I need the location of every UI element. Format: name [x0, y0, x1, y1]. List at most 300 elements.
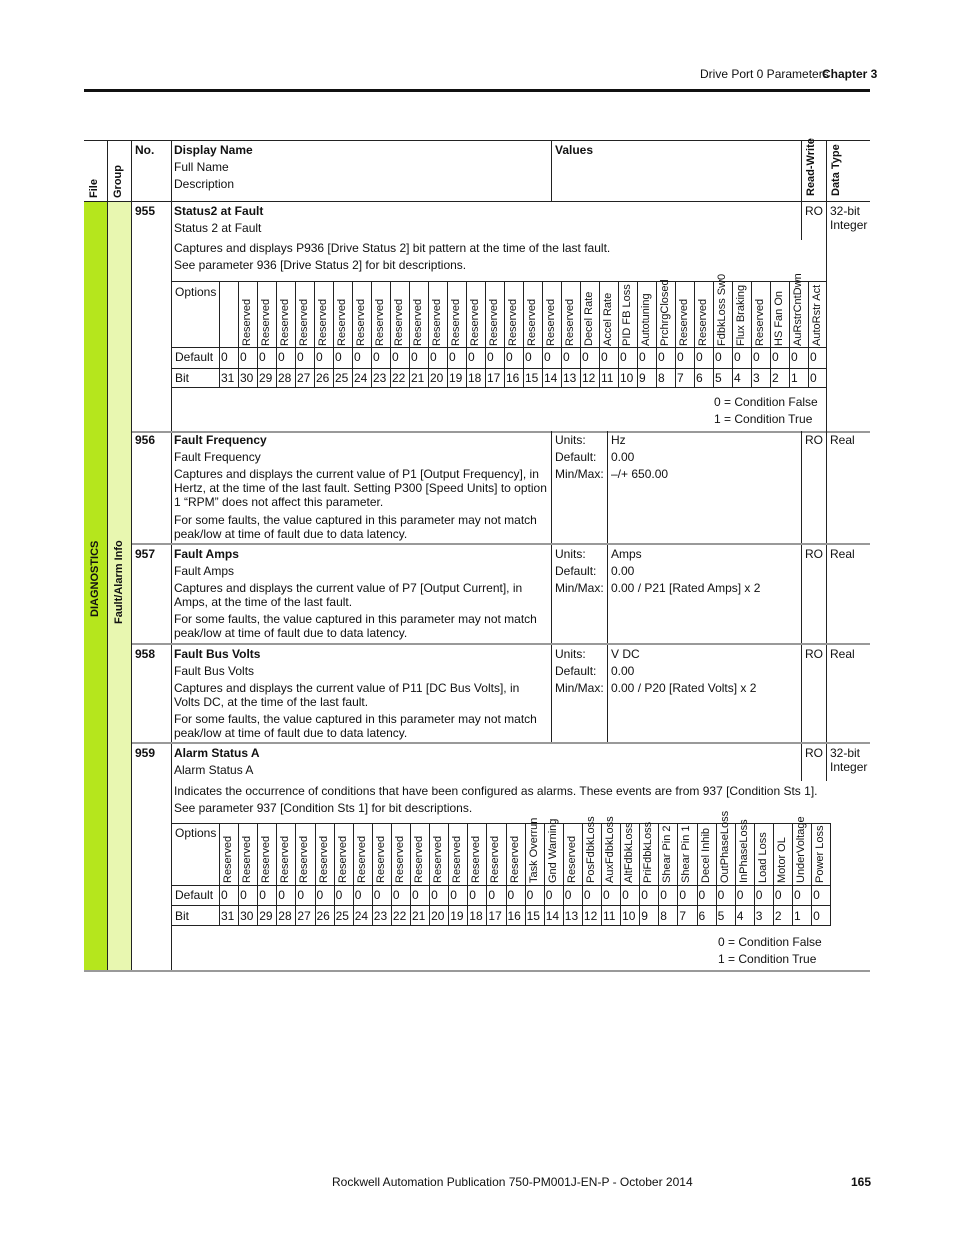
bit-divider [333, 281, 334, 388]
param-rw: RO [805, 547, 823, 561]
default-value: 0.00 [611, 564, 635, 578]
bit-option-label: FdbkLoss Sw0 [716, 273, 728, 346]
bit-divider [428, 281, 429, 388]
bit-default-value: 0 [392, 888, 400, 902]
bit-divider [675, 281, 676, 388]
bit-default-value: 0 [603, 888, 610, 902]
bit-number: 10 [620, 371, 634, 385]
bit-divider [656, 281, 657, 388]
bit-default-value: 0 [639, 350, 646, 364]
default-label: Default [175, 350, 214, 364]
bit-number: 15 [525, 371, 539, 385]
bit-default-value: 0 [354, 888, 362, 902]
param-description: Captures and displays the current value of P1 [Output Frequency], in Hertz, at the time of the last fault. Setting P300 [Speed Units] to option 1 “RPM” does not affect this parameter. [174, 467, 547, 509]
bit-divider [447, 281, 448, 388]
bit-option-label: AuxFdbkLoss [604, 816, 616, 883]
bit-number: 11 [603, 909, 616, 923]
bit-default-value: 0 [583, 888, 591, 902]
bit-default-value: 0 [563, 350, 570, 364]
bit-option-label: Gnd Warning [546, 818, 559, 883]
bit-option-label: Accel Rate [602, 292, 614, 346]
param-no: 956 [135, 433, 156, 447]
bit-number: 14 [545, 909, 560, 923]
bit-divider [735, 823, 736, 926]
bit-number: 14 [544, 371, 558, 385]
bit-number: 11 [601, 371, 614, 385]
bit-divider [390, 281, 391, 388]
param-display-name: Fault Frequency [174, 433, 267, 447]
bit-option-label: Reserved [260, 835, 273, 883]
default-label: Default: [555, 450, 597, 464]
bit-option-label: Reserved [469, 298, 481, 346]
bit-default-value: 0 [506, 350, 513, 364]
bit-number: 0 [813, 909, 820, 923]
bit-option-label: Reserved [355, 298, 367, 346]
col-description: Description [174, 177, 235, 191]
file-label: DIAGNOSTICS [89, 540, 101, 617]
bit-label: Bit [175, 909, 190, 923]
bit-divider [486, 823, 487, 926]
bit-default-value: 0 [774, 888, 782, 902]
param-display-name: Fault Bus Volts [174, 647, 261, 661]
section-title: Drive Port 0 Parameters [700, 67, 829, 81]
bit-divider [637, 281, 638, 388]
minmax-label: Min/Max: [555, 681, 604, 695]
bit-default-value: 0 [810, 350, 817, 364]
default-label: Default: [555, 664, 597, 678]
bit-option-label: Reserved [507, 298, 519, 346]
bit-number: 6 [698, 909, 706, 923]
param-full-name: Fault Amps [174, 564, 235, 578]
group-label: Fault/Alarm Info [113, 540, 125, 624]
bit-option-label: Reserved [545, 298, 557, 346]
bit-divider [599, 281, 600, 388]
bit-default-value: 0 [431, 888, 438, 902]
bit-option-label: Reserved [317, 298, 329, 346]
bit-option-label: Decel Rate [583, 291, 595, 346]
bit-default-value: 0 [430, 350, 437, 364]
col-group: Group [112, 165, 124, 198]
param-rw: RO [805, 433, 823, 447]
bit-divider [770, 281, 771, 388]
bit-divider [467, 823, 468, 926]
bit-default-value: 0 [412, 888, 419, 902]
legend-false: 0 = Condition False [718, 935, 822, 949]
param-display-name: Status2 at Fault [174, 204, 264, 218]
bit-number: 18 [469, 909, 483, 923]
col-file: File [88, 179, 100, 198]
bit-default-value: 0 [679, 888, 687, 902]
bit-divider [582, 823, 583, 926]
units-value: V DC [611, 647, 640, 661]
bit-option-label: AutoRstr Act [811, 284, 823, 346]
bit-default-value: 0 [813, 888, 820, 902]
bit-number: 4 [736, 909, 744, 923]
bit-default-value: 0 [449, 350, 456, 364]
bit-option-label: Reserved [754, 298, 766, 346]
bit-default-value: 0 [297, 888, 305, 902]
bit-default-value: 0 [582, 350, 589, 364]
bit-divider [485, 281, 486, 388]
bit-option-label: AuRstrCntDwn [792, 273, 804, 346]
bit-default-value: 0 [488, 888, 496, 902]
bit-number: 30 [240, 909, 254, 923]
bit-number: 1 [794, 909, 801, 923]
bit-default-value: 0 [622, 888, 629, 902]
bit-divider [789, 281, 790, 388]
bit-divider [466, 281, 467, 388]
bit-option-label: Reserved [393, 835, 406, 883]
bit-default-value: 0 [696, 350, 703, 364]
units-value: Amps [611, 547, 642, 561]
bit-divider [561, 281, 562, 388]
param-full-name: Alarm Status A [174, 763, 254, 777]
bit-number: 19 [449, 371, 463, 385]
bit-number: 15 [526, 909, 540, 923]
bit-default-value: 0 [316, 350, 323, 364]
bit-label: Bit [175, 371, 190, 385]
bit-option-label: Reserved [678, 298, 690, 346]
chapter-label: Chapter 3 [822, 67, 878, 81]
bit-divider [525, 823, 526, 926]
bit-default-value: 0 [736, 888, 744, 902]
bit-option-label: OutPhaseLoss [718, 810, 731, 883]
bit-divider [429, 823, 430, 926]
bit-number: 26 [316, 909, 330, 923]
bit-option-label: Reserved [317, 835, 330, 883]
bit-number: 23 [373, 371, 387, 385]
bit-number: 30 [240, 371, 254, 385]
bit-option-label: UnderVoltage [795, 816, 807, 883]
bit-number: 29 [259, 371, 273, 385]
bit-number: 7 [677, 371, 684, 385]
header-rule [84, 89, 870, 92]
bit-option-label: Shear Pin 2 [661, 825, 674, 883]
bit-option-label: PrchrgClosed [659, 279, 671, 346]
bit-divider [808, 281, 809, 388]
bit-number: 20 [430, 371, 444, 385]
bit-number: 28 [278, 371, 292, 385]
bit-divider [352, 281, 353, 388]
bit-divider [620, 823, 621, 926]
bit-number: 2 [774, 909, 782, 923]
param-description: Captures and displays the current value of P11 [DC Bus Volts], in Volts DC, at the time of the last fault. [174, 681, 520, 709]
bit-divider [542, 281, 543, 388]
bit-divider [754, 823, 755, 926]
bit-divider [811, 823, 812, 926]
units-value: Hz [611, 433, 626, 447]
legend-true: 1 = Condition True [718, 952, 817, 966]
bit-default-value: 0 [468, 350, 475, 364]
bit-number: 12 [582, 371, 596, 385]
param-display-name: Alarm Status A [174, 746, 260, 760]
default-label: Default [175, 888, 214, 902]
bit-number: 24 [354, 909, 369, 923]
bit-number: 3 [755, 909, 763, 923]
bit-divider [523, 281, 524, 388]
param-description: For some faults, the value captured in this parameter may not match peak/low at time of fault due to data latency. [174, 712, 537, 740]
param-no: 959 [135, 746, 156, 760]
bit-divider [751, 281, 752, 388]
bit-option-label: Reserved [413, 835, 425, 883]
bit-number: 22 [392, 909, 407, 923]
bit-default-value: 0 [335, 350, 342, 364]
param-description: For some faults, the value captured in this parameter may not match peak/low at time of fault due to data latency. [174, 612, 537, 640]
bit-option-label: Reserved [697, 298, 709, 346]
bit-number: 21 [412, 909, 426, 923]
units-label: Units: [555, 547, 586, 561]
bit-divider [295, 823, 296, 926]
bit-divider [713, 281, 714, 388]
bit-divider [697, 823, 698, 926]
col-no: No. [135, 143, 155, 157]
bit-option-label: Autotuning [640, 293, 652, 346]
bit-option-label: Reserved [450, 298, 462, 346]
default-label: Default: [555, 564, 597, 578]
bit-number: 13 [563, 371, 577, 385]
bit-default-value: 0 [641, 888, 648, 902]
bit-number: 29 [259, 909, 273, 923]
bit-option-label: AltFdbkLoss [623, 822, 636, 883]
bit-divider [639, 823, 640, 926]
bit-option-label: Reserved [451, 835, 464, 883]
bit-number: 27 [297, 371, 311, 385]
bit-number: 1 [791, 371, 798, 385]
bit-number: 25 [335, 371, 349, 385]
bit-divider [409, 281, 410, 388]
bit-number: 16 [506, 371, 520, 385]
bit-option-label: Shear Pin 1 [680, 825, 693, 883]
bit-divider [372, 823, 373, 926]
bit-divider [391, 823, 392, 926]
bit-default-value: 0 [791, 350, 798, 364]
bit-number: 31 [221, 371, 235, 385]
bit-default-value: 0 [755, 888, 763, 902]
bit-option-label: Reserved [222, 835, 234, 883]
bit-divider [295, 281, 296, 388]
bit-default-value: 0 [450, 888, 457, 902]
bit-default-value: 0 [221, 350, 228, 364]
bit-number: 31 [221, 909, 235, 923]
bit-divider [716, 823, 717, 926]
bit-divider [677, 823, 678, 926]
param-description: See parameter 937 [Condition Sts 1] for bit descriptions. [174, 801, 473, 815]
bit-divider [334, 823, 335, 926]
bit-default-value: 0 [753, 350, 760, 364]
bit-divider [792, 823, 793, 926]
bit-number: 12 [583, 909, 598, 923]
bit-default-value: 0 [411, 350, 418, 364]
bit-divider [371, 281, 372, 388]
bit-option-label: Power Loss [814, 825, 827, 883]
bit-default-value: 0 [469, 888, 476, 902]
bit-default-value: 0 [545, 888, 553, 902]
param-rw: RO [805, 746, 823, 760]
bit-default-value: 0 [564, 888, 572, 902]
bit-number: 6 [696, 371, 703, 385]
param-full-name: Fault Bus Volts [174, 664, 255, 678]
param-description: Captures and displays P936 [Drive Status 2] bit pattern at the time of the last fault. [174, 241, 611, 255]
param-description: Indicates the occurrence of conditions that have been configured as alarms. These events are from 937 [Condition Sts 1]. [174, 784, 818, 798]
param-no: 958 [135, 647, 156, 661]
units-label: Units: [555, 647, 586, 661]
bit-number: 21 [411, 371, 425, 385]
bit-option-label: Reserved [564, 298, 576, 346]
bit-divider [238, 823, 239, 926]
bit-option-label: Reserved [279, 835, 292, 883]
bit-default-value: 0 [717, 888, 725, 902]
bit-number: 4 [734, 371, 741, 385]
bit-option-label: PosFdbkLoss [584, 816, 597, 883]
bit-default-value: 0 [373, 888, 381, 902]
units-label: Units: [555, 433, 586, 447]
bit-number: 23 [373, 909, 388, 923]
bit-option-label: Flux Braking [735, 284, 747, 346]
bit-divider [773, 823, 774, 926]
bit-default-value: 0 [221, 888, 228, 902]
bit-option-label: Reserved [355, 835, 368, 883]
bit-divider [694, 281, 695, 388]
bit-number: 2 [772, 371, 779, 385]
bit-divider [658, 823, 659, 926]
options-label: Options [175, 285, 217, 299]
bit-option-label: Reserved [241, 835, 254, 883]
param-rw: RO [805, 204, 823, 218]
bit-default-value: 0 [316, 888, 324, 902]
bit-default-value: 0 [259, 888, 266, 902]
bit-divider [580, 281, 581, 388]
bit-number: 5 [715, 371, 722, 385]
bit-default-value: 0 [601, 350, 608, 364]
bit-default-value: 0 [335, 888, 343, 902]
param-display-name: Fault Amps [174, 547, 239, 561]
bit-divider [544, 823, 545, 926]
bit-option-label: InPhaseLoss [737, 819, 750, 883]
bit-number: 20 [431, 909, 445, 923]
param-description: Captures and displays the current value of P7 [Output Current], in Amps, at the time of the last fault. [174, 581, 523, 609]
page-number: 165 [851, 1175, 872, 1189]
bit-option-label: Reserved [298, 835, 311, 883]
bit-default-value: 0 [373, 350, 380, 364]
bit-divider [219, 823, 220, 926]
bit-default-value: 0 [620, 350, 627, 364]
bit-option-label: Reserved [489, 835, 502, 883]
bit-divider [276, 823, 277, 926]
minmax-label: Min/Max: [555, 467, 604, 481]
bit-number: 17 [488, 909, 502, 923]
bit-option-label: Reserved [488, 298, 500, 346]
param-full-name: Fault Frequency [174, 450, 261, 464]
bit-default-value: 0 [525, 350, 532, 364]
col-display-name: Display Name [174, 143, 253, 157]
bit-default-value: 0 [660, 888, 667, 902]
bit-default-value: 0 [772, 350, 779, 364]
bit-option-label: Reserved [374, 298, 386, 346]
bit-number: 24 [354, 371, 368, 385]
bit-divider [504, 281, 505, 388]
bit-number: 9 [639, 371, 646, 385]
bit-option-label: Reserved [374, 835, 387, 883]
bit-divider [314, 281, 315, 388]
bit-option-label: Reserved [279, 298, 291, 346]
col-full-name: Full Name [174, 160, 229, 174]
bit-divider [732, 281, 733, 388]
bit-default-value: 0 [240, 350, 247, 364]
bit-default-value: 0 [354, 350, 361, 364]
bit-number: 5 [717, 909, 725, 923]
bit-divider [257, 823, 258, 926]
bit-number: 9 [641, 909, 648, 923]
bit-divider [448, 823, 449, 926]
bit-default-value: 0 [487, 350, 494, 364]
col-values: Values [555, 143, 594, 157]
bit-default-value: 0 [392, 350, 399, 364]
bit-number: 22 [392, 371, 406, 385]
bit-default-value: 0 [259, 350, 266, 364]
bit-default-value: 0 [544, 350, 551, 364]
bit-default-value: 0 [734, 350, 741, 364]
bit-default-value: 0 [297, 350, 304, 364]
bit-divider [353, 823, 354, 926]
bit-divider [276, 281, 277, 388]
bit-option-label: Reserved [526, 298, 538, 346]
bit-divider [238, 281, 239, 388]
bit-option-label: PID FB Loss [621, 284, 633, 346]
minmax-value: 0.00 / P21 [Rated Amps] x 2 [611, 581, 761, 595]
param-rw: RO [805, 647, 823, 661]
bit-option-label: Reserved [508, 835, 521, 883]
bit-default-value: 0 [658, 350, 665, 364]
bit-number: 0 [810, 371, 817, 385]
bit-option-label: Task Overrun [527, 817, 540, 883]
bit-option-label: Reserved [393, 298, 405, 346]
bit-divider [315, 823, 316, 926]
param-description: See parameter 936 [Drive Status 2] for bit descriptions. [174, 258, 467, 272]
bit-number: 3 [753, 371, 760, 385]
default-value: 0.00 [611, 450, 635, 464]
bit-default-value: 0 [526, 888, 534, 902]
bit-default-value: 0 [794, 888, 801, 902]
bit-option-label: Reserved [432, 835, 445, 883]
minmax-label: Min/Max: [555, 581, 604, 595]
bit-default-value: 0 [240, 888, 247, 902]
bit-number: 8 [660, 909, 667, 923]
bit-number: 10 [622, 909, 636, 923]
param-type: Real [830, 547, 855, 561]
bit-number: 13 [564, 909, 579, 923]
bit-divider [618, 281, 619, 388]
bit-default-value: 0 [698, 888, 706, 902]
bit-default-value: 0 [715, 350, 722, 364]
bit-number: 8 [658, 371, 665, 385]
bit-number: 27 [297, 909, 311, 923]
options-label: Options [175, 826, 217, 840]
bit-number: 17 [487, 371, 501, 385]
bit-option-label: Load Loss [756, 832, 769, 883]
param-description: For some faults, the value captured in this parameter may not match peak/low at time of fault due to data latency. [174, 513, 537, 541]
legend-true: 1 = Condition True [714, 412, 813, 426]
col-read-write: Read-Write [805, 138, 817, 196]
minmax-value: 0.00 / P20 [Rated Volts] x 2 [611, 681, 757, 695]
bit-option-label: Reserved [241, 298, 253, 346]
bit-option-label: Reserved [431, 298, 443, 346]
param-full-name: Status 2 at Fault [174, 221, 262, 235]
bit-option-label: Reserved [336, 835, 349, 883]
bit-option-label: Reserved [260, 298, 272, 346]
bit-option-label: HS Fan On [773, 290, 785, 346]
bit-number: 7 [679, 909, 687, 923]
bit-divider [219, 281, 220, 388]
